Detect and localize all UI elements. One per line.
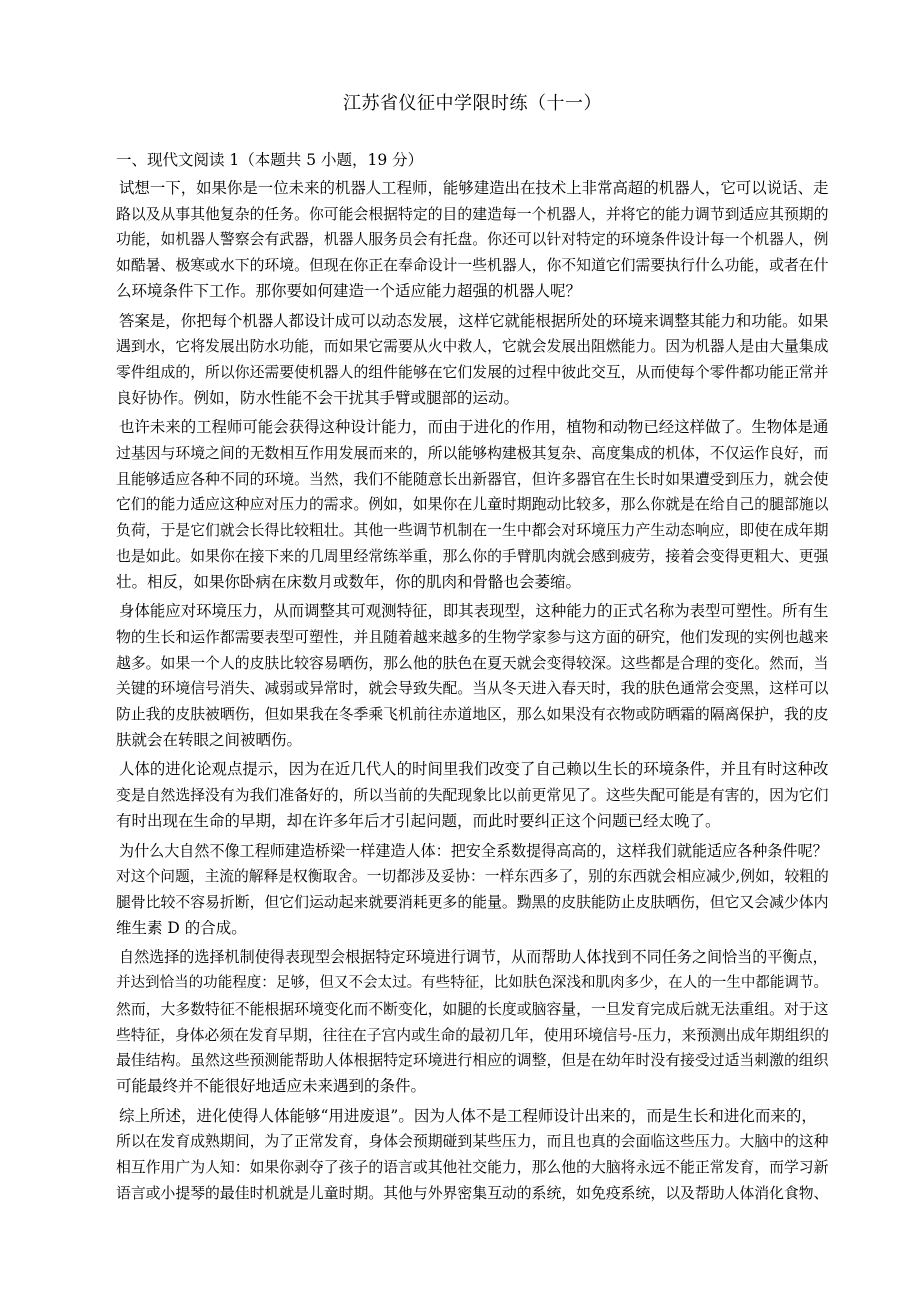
paragraph-line: 腿骨比较不容易折断，但它们运动起来就要消耗更多的能量。黝黑的皮肤能防止皮肤晒伤，但它又会减少体内	[116, 892, 829, 911]
paragraph	[116, 1104, 829, 1207]
paragraph-line: 最佳结构。虽然这些预测能帮助人体根据特定环境进行相应的调整，但是在幼年时没有接受过适当刺激的组织	[116, 1051, 829, 1070]
paragraph-line: 关键的环境信号消失、减弱或异常时，就会导致失配。当从冬天进入春天时，我的肤色通常会变黑，这样可以	[116, 679, 829, 698]
paragraph-line: 维生素 D 的合成。	[116, 918, 247, 937]
paragraph-line: 综上所述，进化使得人体能够“用进废退”。因为人体不是工程师设计出来的，而是生长和进化而来的，	[119, 1106, 817, 1125]
paragraph	[116, 176, 829, 305]
paragraph-line: 负荷，于是它们就会长得比较粗壮。其他一些调节机制在一生中都会对环境压力产生动态响应，即使在成年期	[116, 521, 829, 540]
paragraph	[116, 945, 829, 1099]
paragraph-line: 所以在发育成熟期间，为了正常发育，身体会预期碰到某些压力，而且也真的会面临这些压力。大脑中的这种	[116, 1132, 829, 1151]
paragraph-line: 试想一下，如果你是一位未来的机器人工程师，能够建造出在技术上非常高超的机器人，它可以说话、走	[119, 179, 829, 197]
paragraph	[116, 415, 829, 595]
paragraph-line: 变是自然选择没有为我们准备好的，所以当前的失配现象比以前更常见了。这些失配可能是有害的，因为它们	[116, 786, 829, 805]
paragraph-line: 路以及从事其他复杂的任务。你可能会根据特定的目的建造每一个机器人，并将它的能力调节到适应其预期的	[116, 204, 829, 223]
section-heading: 一、现代文阅读 1（本题共 5 小题，19 分）	[116, 151, 424, 169]
paragraph-line: 也是如此。如果你在接下来的几周里经常练举重，那么你的手臂肌肉就会感到疲劳，接着会变得更粗大、更强	[116, 546, 829, 565]
paragraph-line: 对这个问题，主流的解释是权衡取舍。一切都涉及妥协：一样东西多了，别的东西就会相应减少,例如，较粗的	[116, 868, 829, 886]
paragraph-line: 越多。如果一个人的皮肤比较容易晒伤，那么他的肤色在夏天就会变得较深。这些都是合理的变化。然而，当	[116, 653, 829, 672]
paragraph-line: 答案是，你把每个机器人都设计成可以动态发展，这样它就能根据所处的环境来调整其能力和功能。如果	[119, 311, 829, 330]
paragraph-line: 过基因与环境之间的无数相互作用发展而来的，所以能够构建极其复杂、高度集成的机体，不仅运作良好，而	[116, 444, 829, 463]
paragraph-line: 肤就会在转眼之间被晒伤。	[116, 730, 303, 749]
paragraph	[116, 839, 829, 942]
paragraph	[116, 757, 829, 834]
paragraph	[116, 599, 829, 753]
paragraph-line: 它们的能力适应这种应对压力的需求。例如，如果你在儿童时期跑动比较多，那么你就是在给自己的腿部施以	[116, 495, 829, 514]
paragraph-line: 如酷暑、极寒或水下的环境。但现在你正在奉命设计一些机器人，你不知道它们需要执行什么功能，或者在什	[116, 256, 829, 275]
paragraph-line: 为什么大自然不像工程师建造桥梁一样建造人体：把安全系数提得高高的，这样我们就能适应各种条件呢？	[119, 841, 828, 860]
paragraph-line: 良好协作。例如，防水性能不会干扰其手臂或腿部的运动。	[116, 388, 520, 407]
paragraph-line: 也许未来的工程师可能会获得这种设计能力，而由于进化的作用，植物和动物已经这样做了。生物体是通	[119, 418, 829, 437]
paragraph-line: 语言或小提琴的最佳时机就是儿童时期。其他与外界密集互动的系统，如免疫系统，以及帮助人体消化食物、	[116, 1183, 829, 1202]
paragraph-line: 遇到水，它将发展出防水功能，而如果它需要从火中救人，它就会发展出阻燃能力。因为机器人是由大量集成	[116, 337, 829, 356]
document-title: 江苏省仪征中学限时练（十一）	[343, 93, 602, 114]
paragraph-line: 么环境条件下工作。那你要如何建造一个适应能力超强的机器人呢？	[116, 281, 582, 300]
paragraph-line: 自然选择的选择机制使得表现型会根据特定环境进行调节，从而帮助人体找到不同任务之间恰当的平衡点，	[119, 948, 828, 967]
reading-passage	[116, 176, 829, 1206]
paragraph-line: 相互作用广为人知：如果你剥夺了孩子的语言或其他社交能力，那么他的大脑将永远不能正常发育，而学习新	[116, 1158, 829, 1177]
paragraph-line: 且能够适应各种不同的环境。当然，我们不能随意长出新器官，但许多器官在生长时如果遭受到压力，就会使	[116, 469, 829, 488]
paragraph-line: 然而，大多数特征不能根据环境变化而不断变化，如腿的长度或脑容量，一旦发育完成后就无法重组。对于这	[116, 999, 829, 1018]
paragraph-line: 可能最终并不能很好地适应未来遇到的条件。	[116, 1076, 427, 1095]
paragraph-line: 零件组成的，所以你还需要使机器人的组件能够在它们发展的过程中彼此交互，从而使每个零件都功能正常并	[116, 362, 829, 381]
paragraph-line: 身体能应对环境压力，从而调整其可观测特征，即其表现型，这种能力的正式名称为表型可塑性。所有生	[119, 602, 829, 621]
paragraph-line: 些特征，身体必须在发育早期，往往在子宫内或生命的最初几年，使用环境信号-压力，来预测出成年期组织的	[116, 1026, 829, 1044]
paragraph-line: 人体的进化论观点提示，因为在近几代人的时间里我们改变了自己赖以生长的环境条件，并且有时这种改	[119, 760, 829, 779]
paragraph-line: 并达到恰当的功能程度：足够，但又不会太过。有些特征，比如肤色深浅和肌肉多少，在人的一生中都能调节。	[116, 975, 829, 992]
paragraph-line: 物的生长和运作都需要表型可塑性，并且随着越来越多的生物学家参与这方面的研究，他们发现的实例也越来	[116, 627, 829, 646]
paragraph-line: 有时出现在生命的早期，却在许多年后才引起问题，而此时要纠正这个问题已经太晚了。	[116, 811, 721, 830]
paragraph-line: 防止我的皮肤被晒伤，但如果我在冬季乘飞机前往赤道地区，那么如果没有衣物或防晒霜的隔离保护，我的皮	[116, 705, 829, 724]
paragraph	[116, 309, 829, 412]
paragraph-line: 功能，如机器人警察会有武器，机器人服务员会有托盘。你还可以针对特定的环境条件设计每一个机器人，例	[116, 230, 829, 249]
paragraph-line: 壮。相反，如果你卧病在床数月或数年，你的肌肉和骨骼也会萎缩。	[116, 572, 582, 591]
